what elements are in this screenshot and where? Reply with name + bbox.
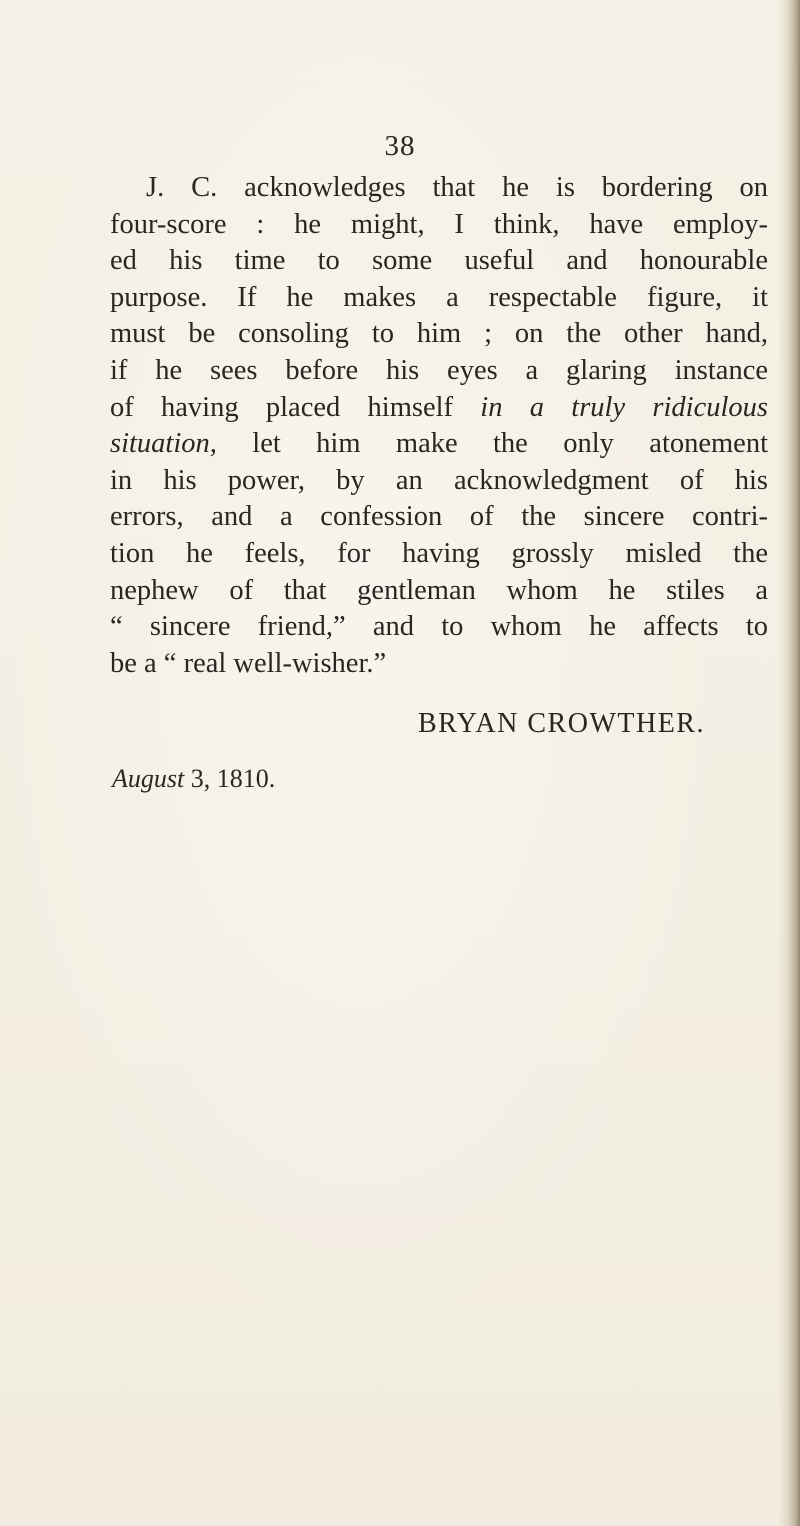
text-line xyxy=(110,426,768,463)
date-rest: 3, 1810. xyxy=(184,764,276,793)
text-segment: let him make the only atonement xyxy=(216,428,768,460)
text-line: “ sincere friend,” and to whom he affects to xyxy=(110,611,768,643)
page-number: 38 xyxy=(384,130,416,162)
text-line: in his power, by an acknowledgment of his xyxy=(110,464,768,496)
text-segment: of having placed himself xyxy=(110,391,481,423)
body-paragraph xyxy=(110,170,768,682)
text-line: nephew of that gentleman whom he stiles a xyxy=(110,574,768,606)
date-month: August xyxy=(112,764,185,793)
text-line: ed his time to some useful and honourable xyxy=(110,245,768,277)
text-line: J. C. acknowledges that he is bordering on xyxy=(146,172,768,203)
text-line: four-score : he might, I think, have employ- xyxy=(110,208,768,240)
signature: BRYAN CROWTHER. xyxy=(418,708,705,739)
text-line xyxy=(110,390,768,427)
text-line: purpose. If he makes a respectable figure, it xyxy=(110,281,768,313)
date-line xyxy=(112,764,275,794)
text-line: must be consoling to him ; on the other hand, xyxy=(110,318,768,350)
text-line: errors, and a confession of the sincere contri- xyxy=(110,501,768,533)
page-edge-shadow xyxy=(778,0,800,1526)
text-line: be a “ real well-wisher.” xyxy=(110,647,387,679)
text-line: if he sees before his eyes a glaring instance xyxy=(110,354,768,386)
italic-word: situation, xyxy=(110,428,217,460)
italic-phrase: in a truly ridiculous xyxy=(480,391,768,423)
text-line: tion he feels, for having grossly misled the xyxy=(110,537,768,569)
